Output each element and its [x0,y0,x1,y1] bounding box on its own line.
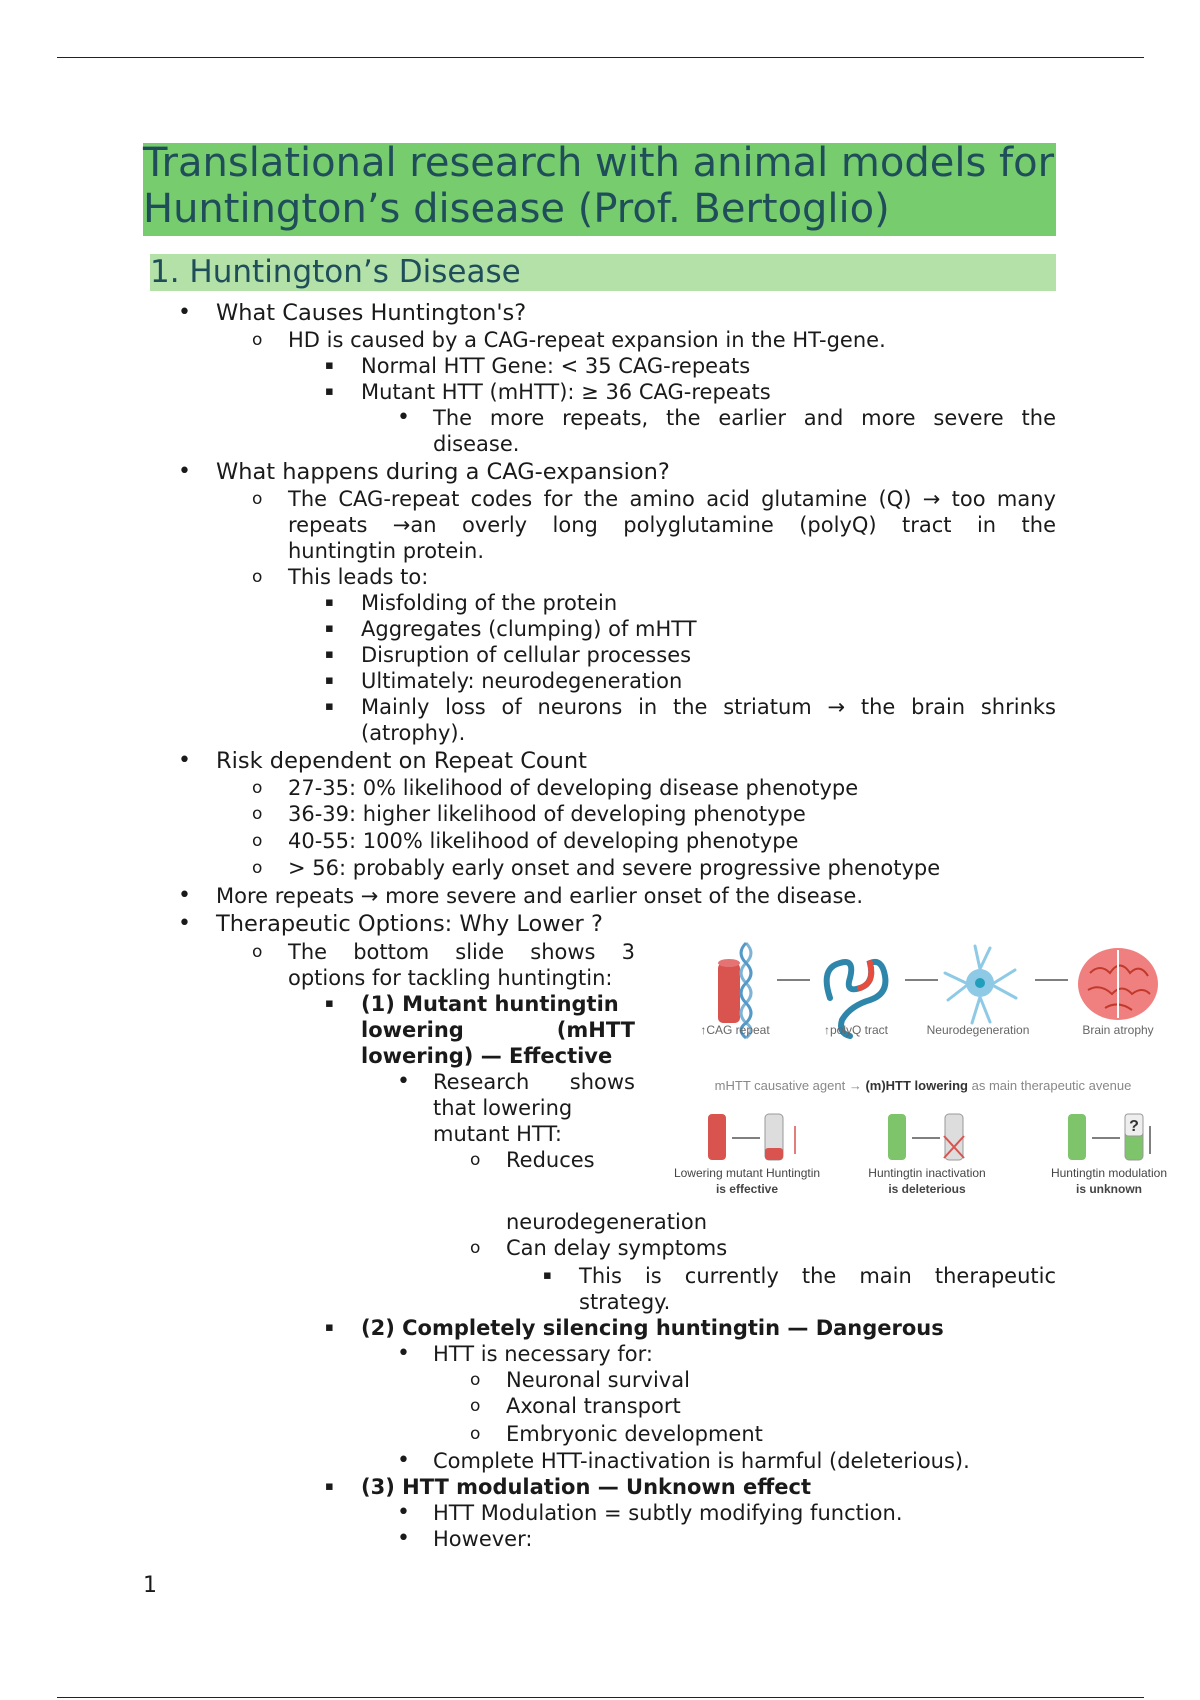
neuron-icon [945,946,1016,1023]
expansion-ultimately: Ultimately: neurodegeneration [361,669,683,693]
risk-over-56: > 56: probably early onset and severe progressive phenotype [288,856,941,880]
risk-40-55: 40-55: 100% likelihood of developing phenotype [288,829,799,853]
fig-causative-pre: mHTT causative agent → [714,1078,866,1093]
option-1-line-2: lowering (mHTT [361,1018,635,1042]
bullet-circle: o [470,1424,481,1444]
bullet-circle: o [252,942,263,962]
fig-atrophy-label: Brain atrophy [1082,1023,1154,1037]
expansion-codes-1: The CAG-repeat codes for the amino acid glutamine (Q) → too many [288,487,1056,511]
causes-line-1: HD is caused by a CAG-repeat expansion in the HT-gene. [288,328,886,352]
complete-inactivation: Complete HTT-inactivation is harmful (deleterious). [433,1449,970,1473]
expansion-leads: This leads to: [288,565,429,589]
htt-modulation: HTT Modulation = subtly modifying function. [433,1501,903,1525]
expansion-mainly-1: Mainly loss of neurons in the striatum → the brain shrinks [361,695,1056,719]
bullet-circle: o [470,1150,481,1170]
fig-question-mark: ? [1129,1118,1139,1135]
research-line-2: that lowering [433,1096,573,1120]
fig-inactivation-label-2: is deleterious [888,1182,966,1196]
bullet-dot: • [178,748,191,773]
bullet-square: ▪ [325,673,334,688]
fig-causative-bold: (m)HTT lowering [865,1078,968,1093]
fig-causative-line [715,1078,1132,1093]
risk-36-39: 36-39: higher likelihood of developing phenotype [288,802,806,826]
expansion-disruption: Disruption of cellular processes [361,643,692,667]
bullet-circle: o [252,778,263,798]
bullet-circle: o [252,804,263,824]
expansion-aggregates: Aggregates (clumping) of mHTT [361,617,697,641]
research-line-1: Research shows [433,1070,635,1094]
top-rule [57,57,1144,58]
fig-lowering-label-2: is effective [715,1182,779,1196]
causes-severity-1: The more repeats, the earlier and more severe the [433,406,1056,430]
bullet-dot: • [397,1526,410,1551]
huntingtin-figure [660,928,1180,1206]
bullet-square: ▪ [325,1320,334,1335]
htt-necessary: HTT is necessary for: [433,1342,653,1366]
bullet-circle: o [252,330,263,350]
bullet-dot: • [397,1500,410,1525]
bullet-dot: • [397,1069,410,1094]
bullet-square: ▪ [543,1268,552,1283]
expansion-mainly-2: (atrophy). [361,721,466,745]
bullet-square: ▪ [325,1479,334,1494]
bullet-square: ▪ [325,358,334,373]
expansion-heading: What happens during a CAG-expansion? [216,459,670,485]
option-2: (2) Completely silencing huntingtin — Dangerous [361,1316,944,1340]
causes-normal: Normal HTT Gene: < 35 CAG-repeats [361,354,751,378]
expansion-misfolding: Misfolding of the protein [361,591,618,615]
brain-icon [1078,948,1158,1020]
therapeutic-slide-1: The bottom slide shows 3 [288,940,635,964]
causes-mutant: Mutant HTT (mHTT): ≥ 36 CAG-repeats [361,380,771,404]
option-1-line-3: lowering) — Effective [361,1044,613,1068]
embryonic-development: Embryonic development [506,1422,763,1446]
bullet-square: ▪ [325,621,334,636]
axonal-transport: Axonal transport [506,1394,681,1418]
more-repeats: More repeats → more severe and earlier onset of the disease. [216,884,864,908]
causes-heading: What Causes Huntington's? [216,300,527,326]
risk-heading: Risk dependent on Repeat Count [216,748,588,774]
inactivation-icon [888,1114,964,1160]
bullet-square: ▪ [325,699,334,714]
fig-cag-label: ↑CAG repeat [700,1023,770,1037]
bullet-square: ▪ [325,647,334,662]
bullet-circle: o [470,1238,481,1258]
causes-severity-2: disease. [433,432,520,456]
bullet-circle: o [470,1370,481,1390]
bullet-dot: • [397,405,410,430]
page-number: 1 [143,1573,157,1598]
delay-symptoms: Can delay symptoms [506,1236,728,1260]
reduces: Reduces [506,1148,595,1172]
fig-modulation-label-1: Huntingtin modulation [1050,1166,1168,1180]
bullet-dot: • [178,883,191,908]
bullet-dot: • [178,459,191,484]
bullet-circle: o [252,858,263,878]
bullet-square: ▪ [325,384,334,399]
bottom-rule [57,1697,1144,1698]
bullet-dot: • [397,1448,410,1473]
fig-polyq-label: ↑polyQ tract [823,1023,889,1037]
fig-lowering-label-1: Lowering mutant Huntingtin [673,1166,821,1180]
expansion-codes-2: repeats →an overly long polyglutamine (polyQ) tract in the [288,513,1056,537]
research-line-3: mutant HTT: [433,1122,562,1146]
bullet-dot: • [178,911,191,936]
modulation-icon [1068,1114,1150,1160]
bullet-dot: • [397,1341,410,1366]
lowering-icon [708,1114,795,1160]
current-strategy-1: This is currently the main therapeutic [579,1264,1056,1288]
bullet-dot: • [178,300,191,325]
bullet-circle: o [252,831,263,851]
neurodegeneration: neurodegeneration [506,1210,708,1234]
section-heading: 1. Huntington’s Disease [150,254,521,290]
bullet-circle: o [470,1396,481,1416]
page-title: Translational research with animal models for Huntington’s disease (Prof. Bertoglio) [143,140,1055,232]
however: However: [433,1527,533,1551]
current-strategy-2: strategy. [579,1290,671,1314]
fig-modulation-label-2: is unknown [1076,1182,1142,1196]
bullet-square: ▪ [325,595,334,610]
fig-causative-post: as main therapeutic avenue [967,1078,1132,1093]
expansion-codes-3: huntingtin protein. [288,539,485,563]
bullet-square: ▪ [325,996,334,1011]
risk-27-35: 27-35: 0% likelihood of developing disease phenotype [288,776,859,800]
option-1-line-1: (1) Mutant huntingtin [361,992,619,1016]
fig-inactivation-label-1: Huntingtin inactivation [868,1166,986,1180]
option-3: (3) HTT modulation — Unknown effect [361,1475,812,1499]
therapeutic-slide-2: options for tackling huntingtin: [288,966,613,990]
neuronal-survival: Neuronal survival [506,1368,690,1392]
bullet-circle: o [252,489,263,509]
fig-neuro-label: Neurodegeneration [926,1023,1030,1037]
bullet-circle: o [252,567,263,587]
therapeutic-heading: Therapeutic Options: Why Lower ? [216,911,603,937]
